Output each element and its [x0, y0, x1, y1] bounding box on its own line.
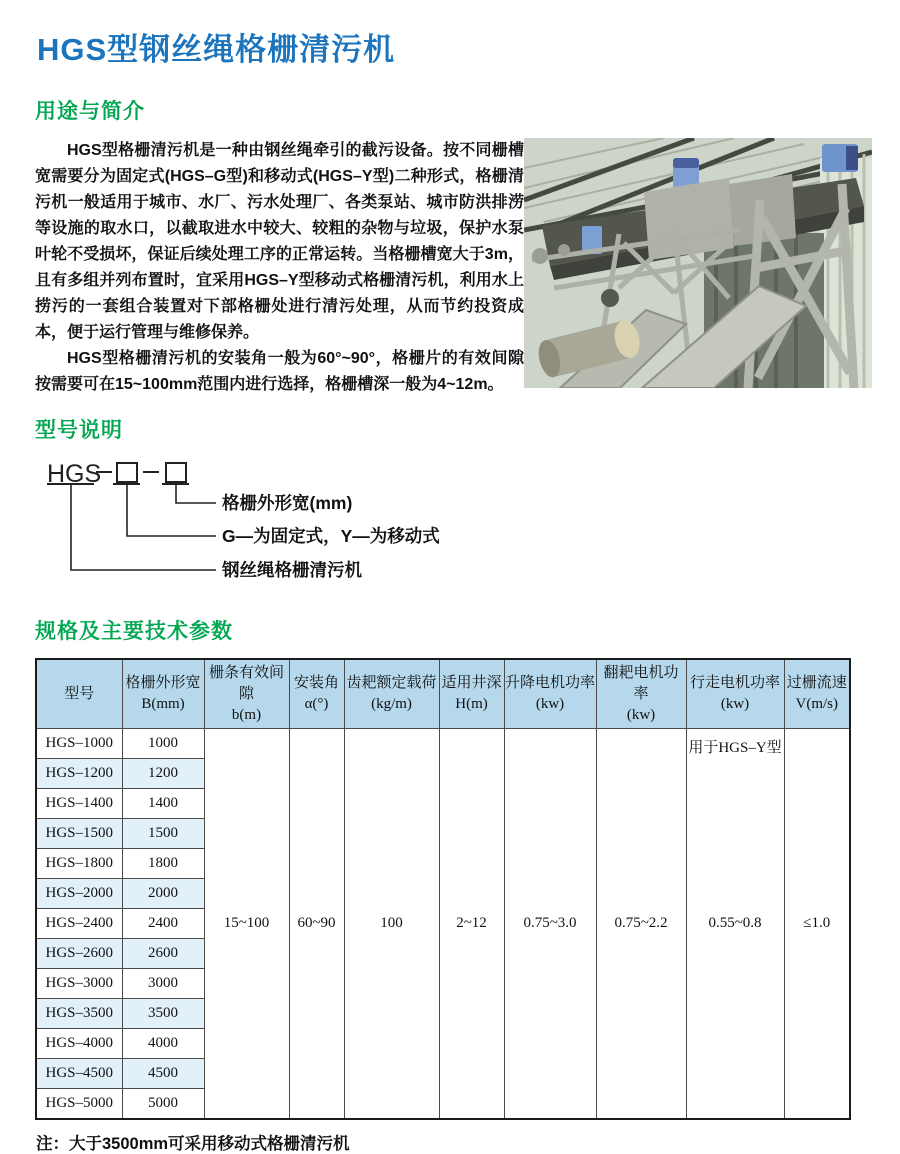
width-cell: 5000: [122, 1089, 204, 1120]
width-cell: 2400: [122, 909, 204, 939]
merged-angle-cell: 60~90: [289, 729, 344, 1120]
intro-paragraph-1: HGS型格栅清污机是一种由钢丝绳牵引的截污设备。按不同栅槽宽需要分为固定式(HGS–G型)和移动式(HGS–Y型)二种形式，格栅清污机一般适用于城市、水厂、污水处理厂、各类泵站、城市防洪排涝等设施的取水口，以截取进水中较大、较粗的杂物与垃圾，保护水泵叶轮不受损坏，保证后续处理工序的正常运转。当格栅槽宽大于3m，且有多组并列布置时，宜采用HGS–Y型移动式格栅清污机，利用水上捞污的一套组合装置对下部格栅处进行清污处理，从而节约投资成本，便于运行管理与维修保养。: [35, 142, 524, 341]
width-cell: 1000: [122, 729, 204, 759]
model-label-name: 钢丝绳格栅清污机: [222, 560, 362, 580]
col-header-angle: 安装角 α(°): [289, 659, 344, 729]
model-cell: HGS–3500: [36, 999, 122, 1029]
model-cell: HGS–4500: [36, 1059, 122, 1089]
model-cell: HGS–1200: [36, 759, 122, 789]
model-cell: HGS–1800: [36, 849, 122, 879]
col-header-width: 格栅外形宽 B(mm): [122, 659, 204, 729]
intro-text: [35, 138, 524, 398]
col-header-lift-power: 升降电机功率 (kw): [504, 659, 596, 729]
page-title: HGS型钢丝绳格栅清污机: [37, 32, 396, 67]
model-cell: HGS–1500: [36, 819, 122, 849]
model-cell: HGS–2600: [36, 939, 122, 969]
merged-rake-power-cell: 0.75~2.2: [596, 729, 686, 1120]
col-header-gap: 栅条有效间隙 b(m): [204, 659, 289, 729]
merged-depth-cell: 2~12: [439, 729, 504, 1120]
col-header-flow: 过栅流速 V(m/s): [784, 659, 850, 729]
col-header-rake-power: 翻耙电机功率 (kw): [596, 659, 686, 729]
merged-lift-power-cell: 0.75~3.0: [504, 729, 596, 1120]
model-diagram: [39, 457, 519, 597]
model-cell: HGS–3000: [36, 969, 122, 999]
model-label-width: 格栅外形宽(mm): [222, 493, 353, 513]
width-cell: 1200: [122, 759, 204, 789]
model-prefix: HGS: [47, 460, 102, 488]
model-cell: HGS–2400: [36, 909, 122, 939]
model-cell: HGS–1000: [36, 729, 122, 759]
specs-heading: 规格及主要技术参数: [35, 620, 233, 643]
col-header-travel-power: 行走电机功率 (kw): [686, 659, 784, 729]
merged-gap-cell: 15~100: [204, 729, 289, 1120]
travel-power-note: 用于HGS–Y型: [688, 740, 782, 756]
product-photo: [524, 138, 872, 388]
merged-travel-power-cell: [686, 729, 784, 1120]
intro-heading: 用途与简介: [35, 100, 145, 123]
spec-row: [36, 729, 850, 759]
width-cell: 3000: [122, 969, 204, 999]
width-cell: 2000: [122, 879, 204, 909]
section-intro: [35, 95, 872, 398]
model-label-type: G—为固定式，Y—为移动式: [222, 526, 440, 546]
travel-power-value: 0.55~0.8: [708, 915, 762, 931]
col-header-depth: 适用井深 H(m): [439, 659, 504, 729]
width-cell: 4500: [122, 1059, 204, 1089]
specs-table: [35, 658, 851, 1120]
width-cell: 1400: [122, 789, 204, 819]
col-header-load: 齿耙额定载荷 (kg/m): [344, 659, 439, 729]
width-cell: 3500: [122, 999, 204, 1029]
width-cell: 1500: [122, 819, 204, 849]
intro-paragraph-2: HGS型格栅清污机的安装角一般为60°~90°，格栅片的有效间隙按需要可在15~100mm范围内进行选择，格栅槽深一般为4~12m。: [35, 350, 524, 393]
model-box-type: [117, 463, 137, 482]
merged-flow-cell: ≤1.0: [784, 729, 850, 1120]
section-specs: [35, 615, 872, 1154]
product-photo-image: [524, 138, 872, 388]
model-cell: HGS–5000: [36, 1089, 122, 1120]
width-cell: 2600: [122, 939, 204, 969]
width-cell: 1800: [122, 849, 204, 879]
col-header-model: 型号: [36, 659, 122, 729]
section-model: [35, 414, 872, 597]
width-cell: 4000: [122, 1029, 204, 1059]
model-cell: HGS–2000: [36, 879, 122, 909]
model-box-width: [166, 463, 186, 482]
model-heading: 型号说明: [35, 419, 123, 442]
model-cell: HGS–4000: [36, 1029, 122, 1059]
model-cell: HGS–1400: [36, 789, 122, 819]
header-row: [36, 659, 850, 729]
table-note: 注：大于3500mm可采用移动式格栅清污机: [36, 1135, 350, 1153]
merged-load-cell: 100: [344, 729, 439, 1120]
